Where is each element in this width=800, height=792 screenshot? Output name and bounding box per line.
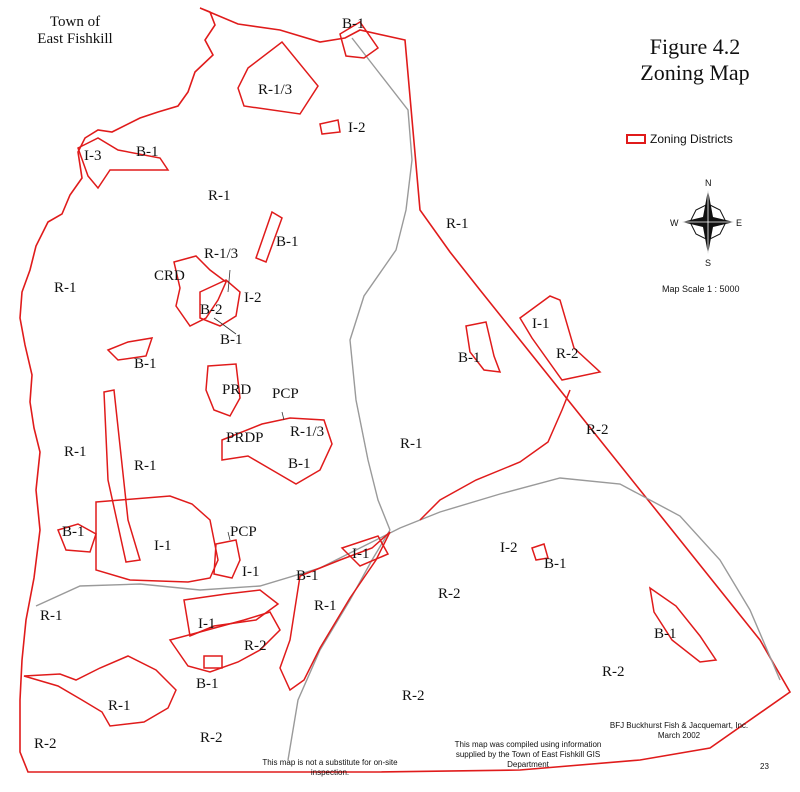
zone-label: R-2	[586, 422, 609, 438]
zone-label: R-1	[314, 598, 337, 614]
page-number: 23	[760, 762, 769, 771]
zone-label: R-1/3	[258, 82, 293, 98]
zone-label: B-1	[134, 356, 157, 372]
zone-label: R-1/3	[204, 246, 239, 262]
compass-rose	[670, 178, 742, 268]
zone-label: R-2	[402, 688, 425, 704]
legend-label: Zoning Districts	[650, 132, 733, 146]
zone-label: R-1	[134, 458, 157, 474]
zone-label: I-2	[500, 540, 518, 556]
zone-label: PRD	[222, 382, 252, 398]
credit-line-2: March 2002	[657, 731, 701, 740]
zone-label: B-1	[62, 524, 85, 540]
zone-label: B-1	[136, 144, 159, 160]
zone-label: R-2	[200, 730, 223, 746]
map-scale: Map Scale 1 : 5000	[662, 284, 740, 294]
district-r1-sw	[24, 656, 176, 726]
zone-label: R-1	[108, 698, 131, 714]
district-b1-se	[650, 588, 716, 662]
compass-west: W	[670, 218, 679, 228]
zone-label: I-1	[532, 316, 550, 332]
zone-label: B-1	[196, 676, 219, 692]
credit-block	[604, 721, 754, 741]
compass-south: S	[705, 258, 712, 268]
leader-lines	[214, 270, 284, 540]
district-i2-north	[320, 120, 340, 134]
credit-line-1: BFJ Buckhurst Fish & Jacquemart, Inc.	[609, 721, 749, 730]
zone-label: B-2	[200, 302, 223, 318]
district-i1-r2-east	[520, 296, 600, 380]
compass-north: N	[705, 178, 712, 188]
zone-label: PCP	[230, 524, 257, 540]
zone-label: PCP	[272, 386, 299, 402]
zone-label: B-1	[342, 16, 365, 32]
zone-label: I-1	[154, 538, 172, 554]
zone-label: R-1	[54, 280, 77, 296]
road-highway	[36, 478, 780, 680]
zone-label: R-2	[438, 586, 461, 602]
zone-label: R-1	[64, 444, 87, 460]
road-south	[288, 530, 390, 760]
zone-label: R-2	[556, 346, 579, 362]
zone-label: R-1	[446, 216, 469, 232]
legend	[626, 132, 733, 146]
zone-label: I-1	[242, 564, 260, 580]
town-boundary	[20, 8, 790, 772]
zoning-districts	[24, 22, 716, 726]
zone-label: I-2	[348, 120, 366, 136]
source-note: This map was compiled using information supplied by the Town of East Fishkill GIS Department	[454, 740, 602, 769]
zone-label: B-1	[288, 456, 311, 472]
map-title	[610, 34, 780, 86]
district-r13-north	[238, 42, 318, 114]
zone-label: R-1	[400, 436, 423, 452]
zone-label: R-1	[40, 608, 63, 624]
town-line-2: East Fishkill	[37, 31, 113, 47]
zone-label: R-1	[208, 188, 231, 204]
zone-label: R-2	[602, 664, 625, 680]
zone-label: R-1/3	[290, 424, 325, 440]
zone-label: CRD	[154, 268, 185, 284]
zone-label: I-3	[84, 148, 102, 164]
zone-label: R-2	[244, 638, 267, 654]
zone-label: I-1	[198, 616, 216, 632]
road-north	[350, 38, 412, 530]
zone-label: B-1	[654, 626, 677, 642]
town-label	[20, 14, 130, 48]
disclaimer-note: This map is not a substitute for on-site inspection.	[262, 758, 398, 777]
district-strip-west	[104, 390, 140, 562]
zone-labels	[34, 16, 677, 752]
district-east-boundary-line	[420, 390, 570, 520]
zone-label: R-2	[34, 736, 57, 752]
compass-east: E	[736, 218, 743, 228]
zone-label: B-1	[276, 234, 299, 250]
zone-label: B-1	[220, 332, 243, 348]
town-line-1: Town of	[49, 14, 101, 30]
zone-label: PRDP	[226, 430, 264, 446]
district-b1-south-small	[204, 656, 222, 668]
zone-label: I-2	[244, 290, 262, 306]
zone-label: B-1	[458, 350, 481, 366]
zone-label: B-1	[296, 568, 319, 584]
zone-label: B-1	[544, 556, 567, 572]
zone-label: I-1	[352, 546, 370, 562]
title-line-2: Zoning Map	[640, 60, 750, 85]
title-line-1: Figure 4.2	[649, 34, 741, 59]
legend-swatch	[626, 134, 646, 144]
